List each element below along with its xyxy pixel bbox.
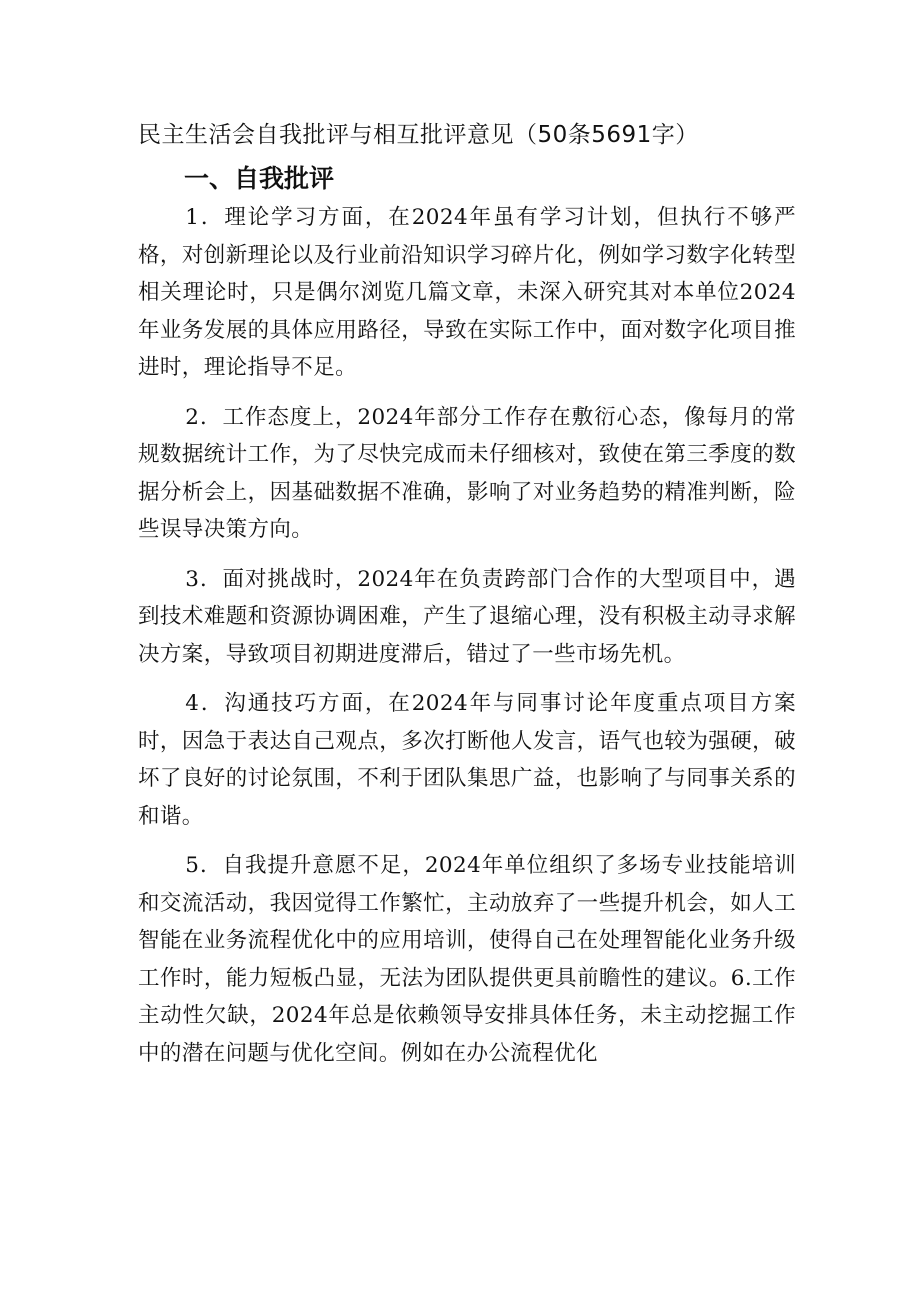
document-title: 民主生活会自我批评与相互批评意见（50条5691字）: [138, 122, 699, 148]
paragraph-3: 3．面对挑战时，2024年在负责跨部门合作的大型项目中，遇到技术难题和资源协调困难，产生了退缩心理，没有积极主动寻求解决方案，导致项目初期进度滞后，错过了一些市场先机。: [138, 566, 796, 667]
section-heading-self-criticism: 一、自我批评: [184, 164, 335, 193]
paragraph-4: 4．沟通技巧方面，在2024年与同事讨论年度重点项目方案时，因急于表达自己观点，多次打断他人发言，语气也较为强硬，破坏了良好的讨论氛围，不利于团队集思广益，也影响了与同事关系的和谐。: [138, 691, 796, 829]
paragraph-2: 2．工作态度上，2024年部分工作存在敷衍心态，像每月的常规数据统计工作，为了尽快完成而未仔细核对，致使在第三季度的数据分析会上，因基础数据不准确，影响了对业务趋势的精准判断，险些误导决策方向。: [138, 404, 796, 542]
paragraph-1: 1．理论学习方面，在2024年虽有学习计划，但执行不够严格，对创新理论以及行业前沿知识学习碎片化，例如学习数字化转型相关理论时，只是偶尔浏览几篇文章，未深入研究其对本单位2024年业务发展的具体应用路径，导致在实际工作中，面对数字化项目推进时，理论指导不足。: [138, 205, 796, 380]
paragraph-5: 5．自我提升意愿不足，2024年单位组织了多场专业技能培训和交流活动，我因觉得工作繁忙，主动放弃了一些提升机会，如人工智能在业务流程优化中的应用培训，使得自己在处理智能化业务升级工作时，能力短板凸显，无法为团队提供更具前瞻性的建议。6.工作主动性欠缺，2024年总是依赖领导安排具体任务，未主动挖掘工作中的潜在问题与优化空间。例如在办公流程优化: [138, 853, 796, 1066]
document-body: [138, 199, 796, 1084]
